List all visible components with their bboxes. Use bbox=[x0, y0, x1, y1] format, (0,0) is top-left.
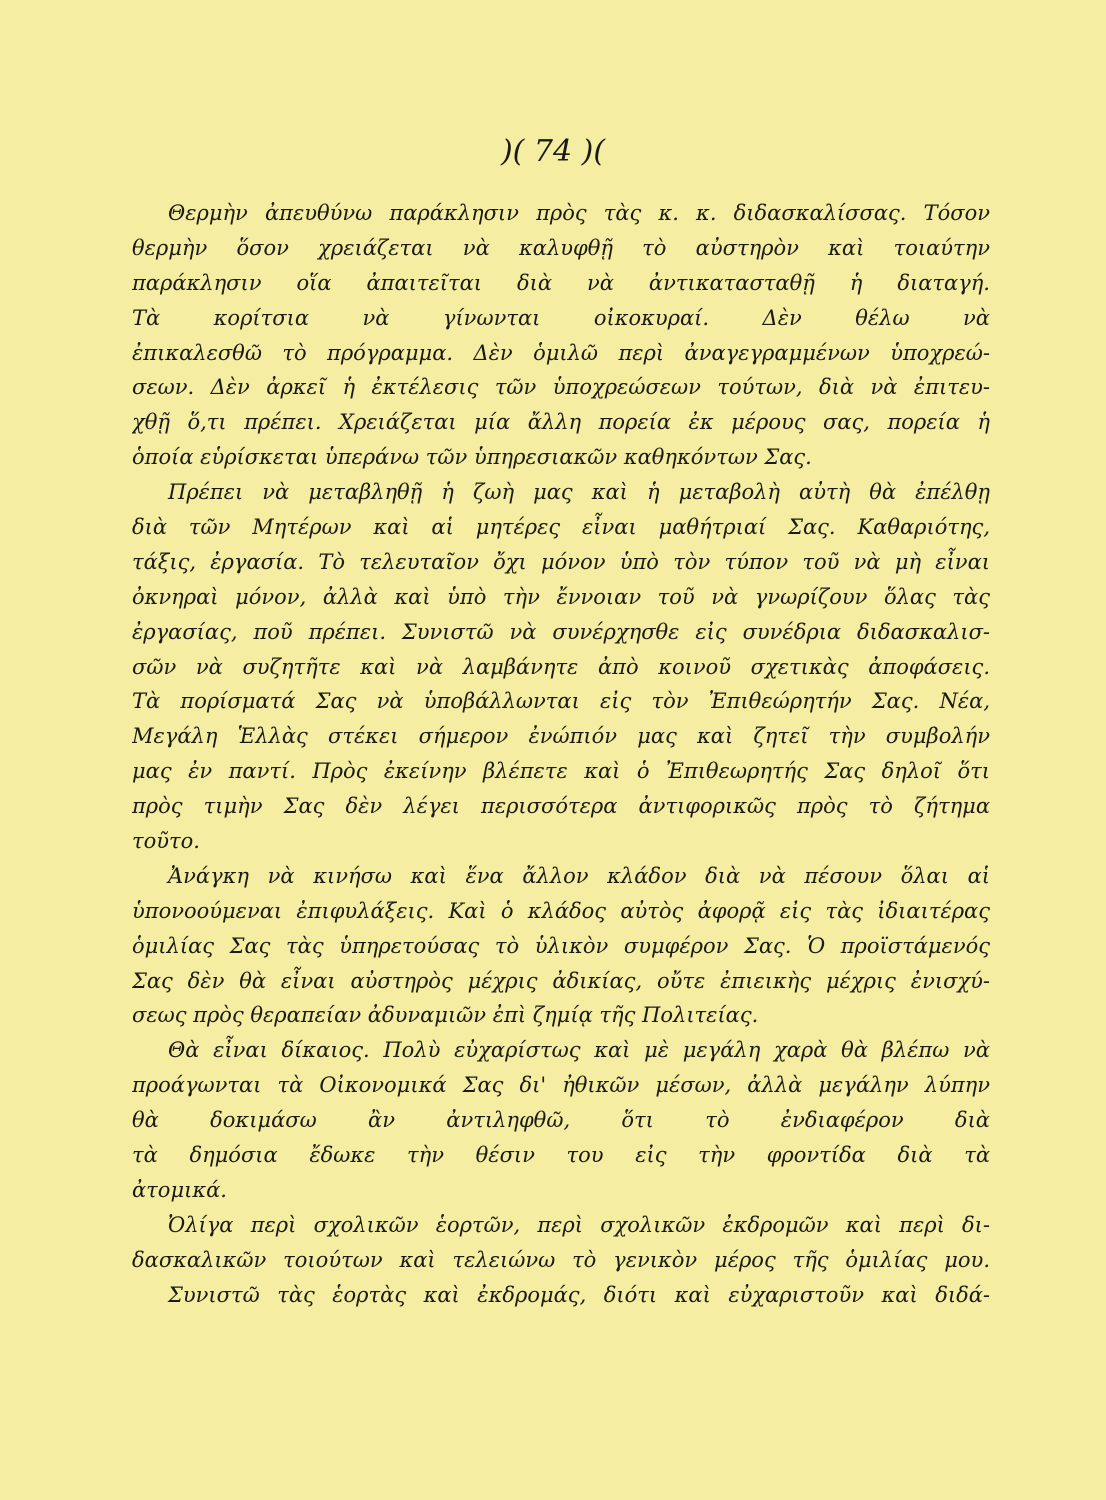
text-line: σεως πρὸς θεραπείαν ἀδυναμιῶν ἐπὶ ζημίᾳ τῆς Πολιτείας. bbox=[132, 1003, 759, 1028]
text-line: διὰ τῶν Μητέρων καὶ αἱ μητέρες εἶναι μαθήτριαί Σας. Καθαριότης, bbox=[132, 515, 990, 540]
text-line: Πρέπει νὰ μεταβληθῇ ἡ ζωὴ μας καὶ ἡ μεταβολὴ αὐτὴ θὰ ἐπέλθῃ bbox=[168, 480, 990, 505]
text-line: χθῇ ὅ,τι πρέπει. Χρειάζεται μία ἄλλη πορεία ἐκ μέρους σας, πορεία ἡ bbox=[132, 410, 990, 435]
text-line: Συνιστῶ τὰς ἑορτὰς καὶ ἐκδρομάς, διότι καὶ εὐχαριστοῦν καὶ διδά- bbox=[168, 1282, 990, 1307]
body-text bbox=[132, 196, 990, 1313]
text-line: παράκλησιν οἵα ἀπαιτεῖται διὰ νὰ ἀντικατασταθῇ ἡ διαταγή. bbox=[132, 270, 990, 295]
text-line: σεων. Δὲν ἀρκεῖ ἡ ἐκτέλεσις τῶν ὑποχρεώσεων τούτων, διὰ νὰ ἐπιτευ- bbox=[132, 375, 990, 400]
page-number: )( 74 )( bbox=[500, 134, 606, 169]
text-line: τοῦτο. bbox=[132, 829, 200, 854]
text-line: ἐργασίας, ποῦ πρέπει. Συνιστῶ νὰ συνέρχησθε εἰς συνέδρια διδασκαλισ- bbox=[132, 619, 990, 644]
text-line: Θὰ εἶναι δίκαιος. Πολὺ εὐχαρίστως καὶ μὲ μεγάλη χαρὰ θὰ βλέπω νὰ bbox=[168, 1038, 990, 1063]
text-line: Ἀνάγκη νὰ κινήσω καὶ ἕνα ἄλλον κλάδον διὰ νὰ πέσουν ὅλαι αἱ bbox=[168, 863, 990, 888]
text-line: ὁμιλίας Σας τὰς ὑπηρετούσας τὸ ὑλικὸν συμφέρον Σας. Ὁ προϊστάμενός bbox=[132, 933, 990, 958]
text-line: Μεγάλη Ἑλλὰς στέκει σήμερον ἐνώπιόν μας καὶ ζητεῖ τὴν συμβολήν bbox=[132, 724, 990, 749]
text-line: ἐπικαλεσθῶ τὸ πρόγραμμα. Δὲν ὁμιλῶ περὶ ἀναγεγραμμένων ὑποχρεώ- bbox=[132, 340, 990, 365]
text-line: θερμὴν ὅσον χρειάζεται νὰ καλυφθῇ τὸ αὐστηρὸν καὶ τοιαύτην bbox=[132, 235, 990, 260]
text-line: Τὰ κορίτσια νὰ γίνωνται οἰκοκυραί. Δὲν θέλω νὰ bbox=[132, 305, 990, 330]
text-line: ὀκνηραὶ μόνον, ἀλλὰ καὶ ὑπὸ τὴν ἔννοιαν τοῦ νὰ γνωρίζουν ὅλας τὰς bbox=[132, 584, 990, 609]
text-line: δασκαλικῶν τοιούτων καὶ τελειώνω τὸ γενικὸν μέρος τῆς ὁμιλίας μου. bbox=[132, 1247, 990, 1272]
text-line: πρὸς τιμὴν Σας δὲν λέγει περισσότερα ἀντιφορικῶς πρὸς τὸ ζήτημα bbox=[132, 794, 990, 819]
text-line: τὰ δημόσια ἔδωκε τὴν θέσιν του εἰς τὴν φροντίδα διὰ τὰ bbox=[132, 1143, 990, 1168]
text-line: Ὀλίγα περὶ σχολικῶν ἑορτῶν, περὶ σχολικῶν ἐκδρομῶν καὶ περὶ δι- bbox=[168, 1212, 990, 1237]
text-line: ἀτομικά. bbox=[132, 1177, 227, 1202]
text-line: Τὰ πορίσματά Σας νὰ ὑποβάλλωνται εἰς τὸν Ἐπιθεώρητήν Σας. Νέα, bbox=[132, 689, 990, 714]
text-line: ὑπονοούμεναι ἐπιφυλάξεις. Καὶ ὁ κλάδος αὐτὸς ἀφορᾷ εἰς τὰς ἰδιαιτέρας bbox=[132, 898, 990, 923]
text-line: προάγωνται τὰ Οἰκονομικά Σας δι' ἠθικῶν μέσων, ἀλλὰ μεγάλην λύπην bbox=[132, 1073, 990, 1098]
text-line: σῶν νὰ συζητῆτε καὶ νὰ λαμβάνητε ἀπὸ κοινοῦ σχετικὰς ἀποφάσεις. bbox=[132, 654, 990, 679]
text-line: Θερμὴν ἀπευθύνω παράκλησιν πρὸς τὰς κ. κ. διδασκαλίσσας. Τόσον bbox=[168, 201, 990, 225]
text-line: μας ἐν παντί. Πρὸς ἐκείνην βλέπετε καὶ ὁ Ἐπιθεωρητής Σας δηλοῖ ὅτι bbox=[132, 759, 990, 784]
text-line: τάξις, ἐργασία. Τὸ τελευταῖον ὄχι μόνον ὑπὸ τὸν τύπον τοῦ νὰ μὴ εἶναι bbox=[132, 549, 990, 574]
text-line: Σας δὲν θὰ εἶναι αὐστηρὸς μέχρις ἀδικίας, οὔτε ἐπιεικὴς μέχρις ἐνισχύ- bbox=[132, 968, 990, 993]
text-line: ὁποία εὑρίσκεται ὑπεράνω τῶν ὑπηρεσιακῶν καθηκόντων Σας. bbox=[132, 445, 812, 470]
text-line: θὰ δοκιμάσω ἂν ἀντιληφθῶ, ὅτι τὸ ἐνδιαφέρον διὰ bbox=[132, 1108, 990, 1133]
